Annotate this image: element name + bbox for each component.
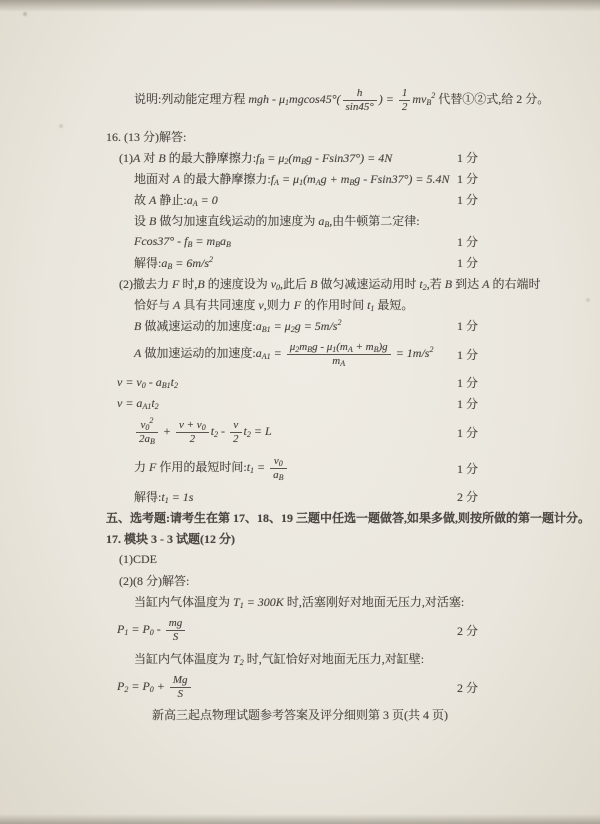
answer-line — [0, 231, 600, 252]
line-text: 当缸内气体温度为 $T_1 = 300K$ 时,活塞刚好对地面无压力,对活塞: — [134, 595, 465, 610]
math-expression: A — [149, 193, 157, 207]
line-text: 恰好与 A 具有共同速度 v,则力 F 的作用时间 $t_1$ 最短。 — [134, 298, 414, 313]
math-expression: F — [149, 459, 157, 474]
line-text: (1)A 对 B 的最大静摩擦力$:f_B = \mu_2(m_Bg - Fsin37^\circ) = 4N$ — [119, 151, 393, 166]
subscript: A1 — [142, 402, 152, 411]
line-text: A 做加速运动的加速度$:a_{A1}$ = $\frac{\mu_2m_Bg - \mu_1(m_A + m_B)g}{m_A}$ = $1m/s^2$ — [134, 340, 434, 368]
fraction: $\frac{1}{2}$ — [399, 87, 411, 113]
line-text: (2)(8 分)解答: — [119, 574, 190, 588]
subscript: B — [324, 220, 330, 229]
answer-line — [0, 126, 600, 147]
math-expression: B — [197, 277, 205, 291]
subscript: B — [278, 472, 284, 482]
subscript: B — [373, 344, 379, 354]
superscript: 2 — [431, 90, 436, 100]
answer-line — [0, 648, 600, 669]
line-text: 说明:列动能定理方程 mgh - $\mu_1mgcos45^\circ$( $\frac{h}{\sin 45^\circ}$ ) = $\frac{1}{2}$ $mv_B^2$ 代替①②式,给 2 分。 — [134, 86, 550, 113]
subscript: 1 — [164, 496, 169, 505]
math-expression: mgh - $\mu_1mgcos45^\circ$( $\frac{h}{\sin 45^\circ}$ ) = $\frac{1}{2}$ $mv_B^2$ — [248, 86, 436, 113]
subscript: B1 — [261, 325, 271, 334]
score-label: 1 分 — [456, 193, 478, 207]
answer-line — [0, 210, 600, 231]
subscript: B — [301, 157, 306, 166]
score-label: 2 分 — [456, 490, 478, 504]
math-expression: $T_1 = 300K$ — [233, 595, 284, 610]
subscript: 2 — [239, 658, 244, 667]
math-expression: $P_2 = P_0$ + $\frac{Mg}{S}$ — [117, 679, 193, 693]
line-text: 当缸内气体温度为 $T_2$ 时,气缸恰好对地面无压力,对缸壁: — [134, 652, 425, 667]
answer-line — [0, 570, 600, 591]
line-text: 力 F 作用的最短时间$:t_1$ = $\frac{v_0}{a_B}$ — [134, 455, 449, 481]
fraction: $\frac{\mu_2m_Bg - \mu_1(m_A + m_B)g}{m_A}$ — [287, 341, 391, 367]
subscript: B — [349, 178, 355, 187]
answer-line — [0, 549, 600, 570]
math-expression: $v_0$ — [270, 277, 281, 292]
line-text: 解得$:t_1 = 1s$ — [134, 490, 194, 505]
math-expression: $f_A = \mu_1(m_Ag + m_Bg - Fsin37^\circ) = 5.4N$ — [270, 172, 450, 187]
score-label: 2 分 — [456, 680, 478, 695]
math-expression: $f_B = \mu_2(m_Bg - Fsin37^\circ) = 4N$ — [256, 151, 393, 166]
math-expression: $P_1 = P_0$ - $\frac{mg}{S}$ — [117, 622, 187, 636]
math-expression: $v = a_{A1}t_2$ — [117, 396, 159, 411]
score-label: 1 分 — [456, 319, 478, 333]
subscript: B — [307, 344, 313, 354]
math-expression: $a_{A1}$ = $\frac{\mu_2m_Bg - \mu_1(m_A + m_B)g}{m_A}$ = $1m/s^2$ — [255, 340, 434, 368]
score-label: 1 分 — [456, 151, 478, 165]
subscript: 1 — [332, 344, 337, 354]
answer-line — [0, 486, 600, 507]
math-expression: B — [310, 277, 318, 291]
answer-line — [0, 294, 600, 315]
subscript: 2 — [173, 381, 178, 390]
answer-line — [0, 393, 600, 414]
answer-line — [0, 450, 600, 486]
subscript: 2 — [295, 344, 300, 354]
superscript: 2 — [337, 318, 342, 327]
subscript: A — [274, 178, 279, 187]
subscript: A1 — [261, 351, 271, 361]
math-expression: B — [444, 277, 453, 291]
fraction: $\frac{v}{2}$ — [230, 419, 242, 445]
line-text — [134, 415, 449, 446]
subscript: 2 — [124, 684, 129, 694]
scan-edge-bottom — [0, 814, 600, 824]
line-text: 设 B 做匀加速直线运动的加速度为 $a_B$,由牛顿第二定律: — [134, 214, 420, 229]
line-text — [117, 617, 449, 643]
subscript: 1 — [299, 178, 304, 187]
answer-line — [0, 591, 600, 612]
score-label: 1 分 — [456, 235, 478, 249]
answer-line — [0, 336, 600, 372]
math-expression: B — [149, 214, 157, 228]
answer-line — [0, 507, 600, 528]
math-expression: B — [134, 319, 142, 333]
score-label: 1 分 — [456, 347, 478, 362]
score-label: 1 分 — [456, 461, 478, 476]
answer-line — [0, 612, 600, 648]
fraction: $\frac{v + v_0}{2}$ — [176, 419, 209, 445]
math-expression: v — [258, 298, 264, 312]
math-expression: B — [158, 151, 166, 165]
line-text: 16. (13 分)解答: — [106, 130, 187, 144]
subscript: 2 — [284, 157, 289, 166]
line-text: B 做减速运动的加速度$:a_{B1} = \mu_2g = 5m/s^2$ — [134, 318, 342, 334]
math-expression: $t_1$ — [367, 298, 375, 313]
line-text: 五、选考题:请考生在第 17、18、19 三题中任选一题做答,如果多做,则按所做的第一题计分。 — [106, 511, 590, 525]
math-expression: $v = v_0 - a_{B1}t_2$ — [117, 375, 178, 390]
subscript: B — [426, 97, 432, 107]
superscript: 2 — [209, 255, 214, 264]
fraction: $\frac{h}{\sin 45^\circ}$ — [343, 87, 377, 113]
subscript: 0 — [278, 458, 283, 468]
subscript: B — [215, 240, 221, 249]
line-text — [134, 234, 449, 249]
line-text — [117, 396, 449, 411]
subscript: 1 — [285, 97, 290, 107]
math-expression: $a_B$ — [318, 214, 330, 229]
fraction: $\frac{Mg}{S}$ — [170, 674, 191, 700]
subscript: 0 — [149, 684, 154, 694]
page-footer: 新高三起点物理试题参考答案及评分细则第 3 页(共 4 页) — [152, 708, 448, 722]
score-label: 1 分 — [456, 376, 478, 390]
math-expression: $T_2$ — [233, 652, 244, 667]
subscript: 2 — [422, 283, 427, 292]
subscript: A — [192, 199, 198, 208]
score-label: 1 分 — [456, 425, 478, 440]
subscript: 0 — [201, 422, 206, 432]
line-text: (1)CDE — [119, 552, 157, 566]
answer-line — [0, 528, 600, 549]
subscript: 1 — [239, 601, 244, 610]
math-expression: $t_2$ — [419, 277, 427, 292]
answer-line — [0, 669, 600, 705]
line-text: (2)撤去力 F 时,B 的速度设为 $v_0$,此后 B 做匀减速运动用时 $t_2$,若 B 到达 A 的右端时 — [119, 277, 541, 292]
math-expression: $t_1 = 1s$ — [161, 490, 194, 505]
subscript: A — [315, 178, 321, 187]
math-expression: $t_1$ = $\frac{v_0}{a_B}$ — [247, 460, 289, 474]
line-text: 解得$:a_B = 6m/s^2$ — [134, 255, 214, 271]
answer-line — [0, 147, 600, 168]
line-text — [117, 375, 449, 390]
subscript: B — [187, 240, 193, 249]
fraction: $\frac{v_0}{a_B}$ — [270, 455, 286, 481]
subscript: 0 — [149, 627, 154, 637]
answer-line — [0, 315, 600, 336]
line-text: 17. 模块 3 - 3 试题(12 分) — [106, 532, 235, 546]
score-label: 2 分 — [456, 623, 478, 638]
answer-line — [0, 168, 600, 189]
line-text: 地面对 A 的最大静摩擦力$:f_A = \mu_1(m_Ag + m_Bg - Fsin37^\circ) = 5.4N$ — [134, 172, 450, 187]
subscript: 0 — [145, 422, 150, 432]
fraction: $\frac{mg}{S}$ — [166, 617, 185, 643]
score-label: 1 分 — [456, 172, 478, 186]
subscript: B1 — [161, 381, 171, 390]
math-expression: A — [133, 151, 141, 165]
math-expression: A — [173, 172, 181, 186]
math-expression: A — [482, 277, 490, 291]
subscript: A — [340, 358, 346, 368]
subscript: 1 — [250, 465, 255, 475]
math-expression: A — [173, 298, 181, 312]
math-expression: $a_{B1} = \mu_2g = 5m/s^2$ — [255, 318, 342, 334]
subscript: 2 — [246, 429, 251, 439]
answer-line — [0, 82, 600, 118]
answer-line — [0, 372, 600, 393]
subscript: B — [167, 262, 173, 271]
answer-line — [0, 414, 600, 450]
subscript: 2 — [154, 402, 159, 411]
subscript: B — [150, 436, 155, 446]
math-expression: A — [134, 345, 142, 360]
subscript: 2 — [214, 429, 219, 439]
score-label: 1 分 — [456, 397, 478, 411]
subscript: 2 — [290, 325, 295, 334]
subscript: 1 — [370, 304, 375, 313]
fraction: $\frac{v_0^2}{2a_B}$ — [136, 419, 158, 445]
answer-line — [0, 189, 600, 210]
math-expression: $a_B = 6m/s^2$ — [161, 255, 214, 271]
score-label: 1 分 — [456, 256, 478, 270]
subscript: 0 — [276, 283, 281, 292]
line-text: 故 A 静止$:a_A = 0$ — [134, 193, 218, 208]
subscript: B — [226, 240, 231, 249]
subscript: 0 — [141, 381, 146, 390]
subscript: A — [347, 344, 353, 354]
superscript: 2 — [149, 415, 154, 425]
math-expression: $a_A = 0$ — [186, 193, 218, 208]
math-expression: F — [172, 277, 180, 291]
superscript: 2 — [429, 344, 434, 354]
line-text — [117, 674, 449, 700]
math-expression: $\frac{v_0^2}{2a_B}$ + $\frac{v + v_0}{2}$ $t_2$ - $\frac{v}{2}$ $t_2 = L$ — [134, 424, 272, 438]
math-expression: F — [293, 298, 302, 312]
subscript: B — [259, 157, 265, 166]
math-expression: $Fcos37^\circ - f_B = m_Ba_B$ — [134, 234, 231, 249]
subscript: 1 — [124, 627, 129, 637]
answer-line — [0, 252, 600, 273]
answer-line — [0, 273, 600, 294]
